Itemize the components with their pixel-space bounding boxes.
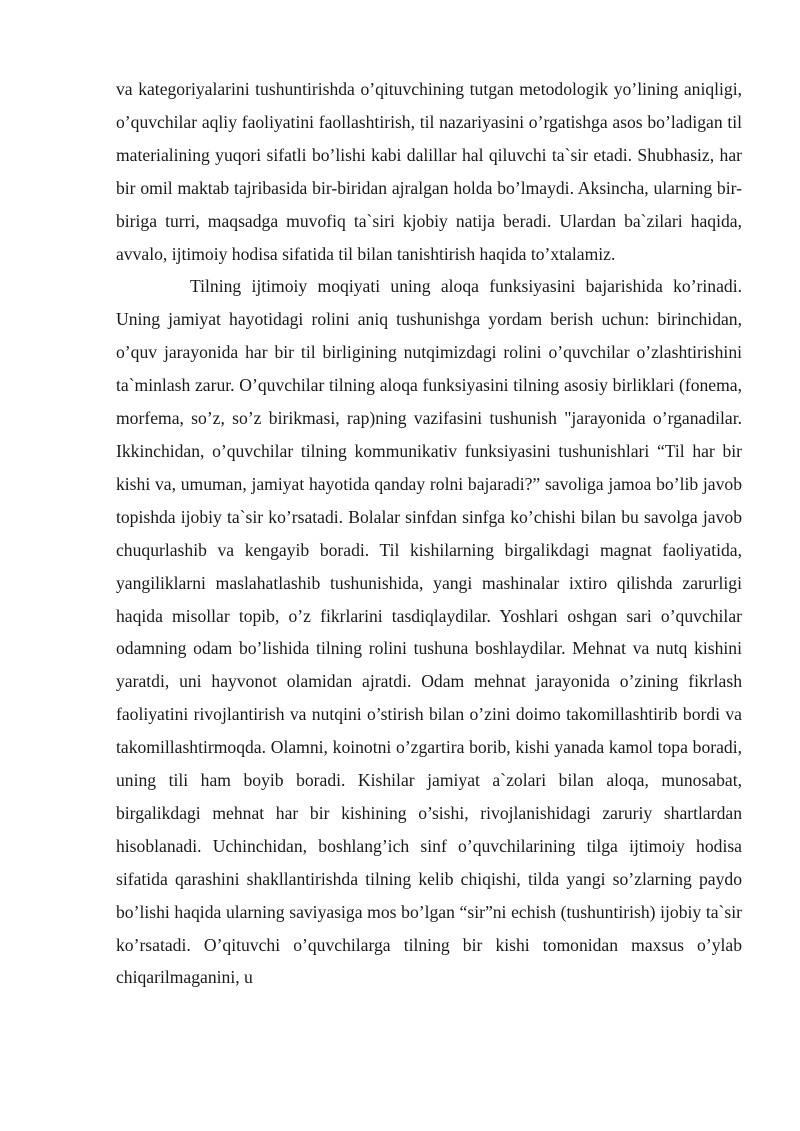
paragraph-social-nature: Tilning ijtimoiy moqiyati uning aloqa funksiyasini bajarishida ko’rinadi. Uning jamiyat hayotidagi rolini aniq tushunishga yordam berish uchun: birinchidan, o’quv jarayonida har bir til birligining nutqimizdagi rolini o’quvchilar o’zlashtirishini ta`minlash zarur. O’quvchilar tilning aloqa funksiyasini tilning asosiy birliklari (fonema, morfema, so’z, so’z birikmasi, rap)ning vazifasini tushunish "jarayonida o’rganadilar. Ikkinchidan, o’quvchilar tilning kommunikativ funksiyasini tushunishlari “Til har bir kishi va, umuman, jamiyat hayotida qanday rolni bajaradi?” savoliga jamoa bo’lib javob topishda ijobiy ta`sir ko’rsatadi. Bolalar sinfdan sinfga ko’chishi bilan bu savolga javob chuqurlashib va kengayib boradi. Til kishilarning birgalikdagi magnat faoliyatida, yangiliklarni maslahatlashib tushunishida, yangi mashinalar ixtiro qilishda zarurligi haqida misollar topib, o’z fikrlarini tasdiqlaydilar. Yoshlari oshgan sari o’quvchilar odamning odam bo’lishida tilning rolini tushuna boshlaydilar. Mehnat va nutq kishini yaratdi, uni hayvonot olamidan ajratdi. Odam mehnat jarayonida o’zining fikrlash faoliyatini rivojlantirish va nutqini o’stirish bilan o’zini doimo takomillashtirib bordi va takomillashtirmoqda. Olamni, koinotni o’zgartira borib, kishi yanada kamol topa boradi, uning tili ham boyib boradi. Kishilar jamiyat a`zolari bilan aloqa, munosabat, birgalikdagi mehnat har bir kishining o’sishi, rivojlanishidagi zaruriy shartlardan hisoblanadi. Uchinchidan, boshlang’ich sinf o’quvchilarining tilga ijtimoiy hodisa sifatida qarashini shakllantirishda tilning kelib chiqishi, tilda yangi so’zlarning paydo bo’lishi haqida ularning saviyasiga mos bo’lgan “sir”ni echish (tushuntirish) ijobiy ta`sir ko’rsatadi. O’qituvchi o’quvchilarga tilning bir kishi tomonidan maxsus o’ylab chiqarilmaganini, u (116, 276, 742, 988)
paragraph-continuation: va kategoriyalarini tushuntirishda o’qituvchining tutgan metodologik yo’lining aniqligi, o’quvchilar aqliy faoliyatini faollashtirish, til nazariyasini o’rgatishga asos bo’ladigan til materialining yuqori sifatli bo’lishi kabi dalillar hal qiluvchi ta`sir etadi. Shubhasiz, har bir omil maktab tajribasida bir-biridan ajralgan holda bo’lmaydi. Aksincha, ularning bir-biriga turri, maqsadga muvofiq ta`siri kjobiy natija beradi. Ulardan ba`zilari haqida, avvalo, ijtimoiy hodisa sifatida til bilan tanishtirish haqida to’xtalamiz. (116, 79, 742, 264)
body-text (116, 73, 742, 994)
